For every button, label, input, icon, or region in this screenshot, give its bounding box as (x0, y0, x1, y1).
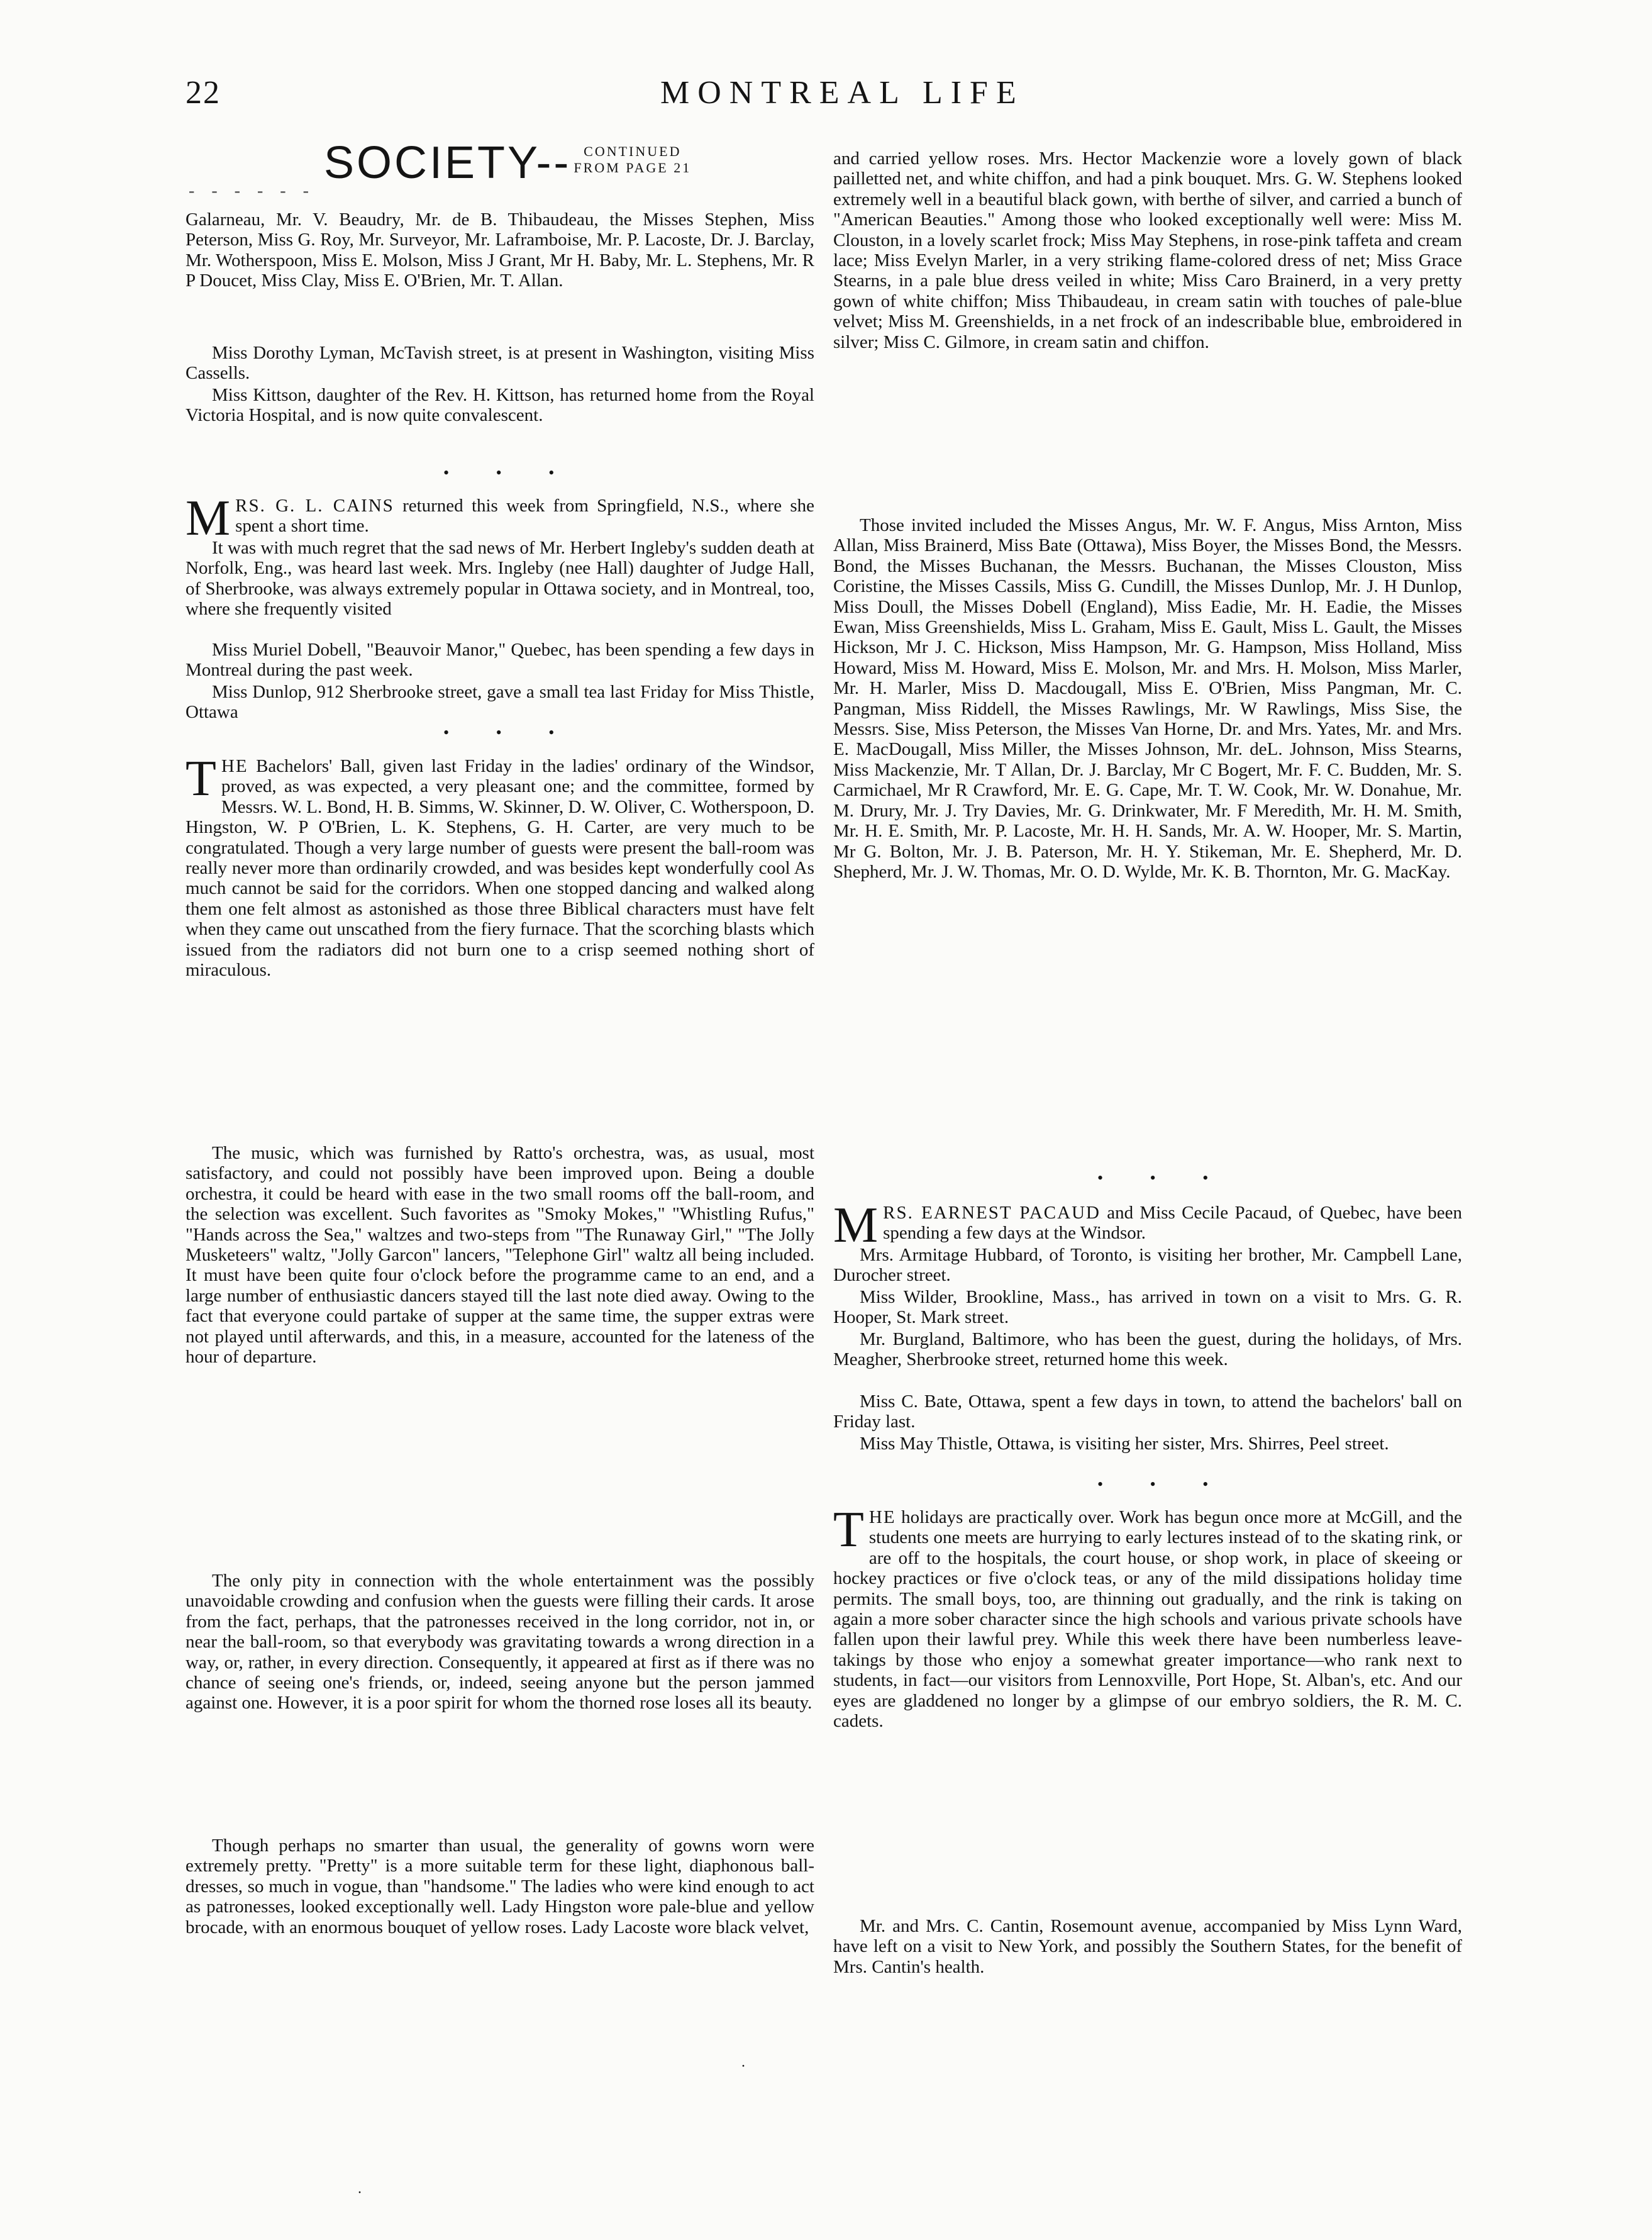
print-speck: · (357, 2185, 362, 2201)
paragraph-holidays (833, 1502, 1462, 1732)
paragraph-thistle: Miss May Thistle, Ottawa, is visiting her sister, Mrs. Shirres, Peel street. (860, 1434, 1389, 1454)
lead-words: HE (868, 1507, 896, 1527)
drop-cap: M (186, 491, 231, 546)
paragraph-bate: Miss C. Bate, Ottawa, spent a few days in town, to attend the bachelors' ball on Friday last. (833, 1391, 1462, 1432)
paragraph-hubbard: Mrs. Armitage Hubbard, of Toronto, is visiting her brother, Mr. Campbell Lane, Durocher street. (833, 1245, 1462, 1286)
paragraph-crowding: The only pity in connection with the whole entertainment was the possibly unavoidable crowding and confusion when the guests were filling their cards. It arose from the fact, perhaps, that the patronesses received in the long corridor, not in, or near the ball-room, so that everybody was gravitating towards a wrong direction in a way, or, rather, in every direction. Consequently, it appeared at first as if there was no chance of seeing one's friends, or, indeed, seeing anyone but the person jammed against one. However, it is a poor spirit for whom the thorned rose loses all its beauty. (186, 1571, 814, 1713)
separator-2: • • • (443, 723, 576, 742)
lead-words: RS. G. L. CAINS (235, 496, 394, 516)
paragraph-text: holidays are practically over. Work has begun once more at McGill, and the students one meets are hurrying to early lectures instead of to the skating rink, or are off to the hospitals, the court house, or shop work, in place of skeeing or hockey practices or five o'clock teas, or any of the mild dissipations holiday time permits. The small boys, too, are thinning out gradually, and the rink is taking on again a more sober character since the high schools and various private schools have fallen upon their lawful prey. While this week there have been numberless leave-takings by those who enjoy a somewhat greater importance—who rank next to students, in fact—our visitors from Lennoxville, Port Hope, St. Alban's, etc. And our eyes are gladdened no longer by a glimpse of our embryo soldiers, the R. M. C. cadets. (833, 1507, 1462, 1732)
drop-cap: T (833, 1502, 864, 1557)
paragraph-text: Bachelors' Ball, given last Friday in the ladies' ordinary of the Windsor, proved, as was expected, a very pleasant one; and the committee, formed by Messrs. W. L. Bond, H. B. Simms, W. Skinner, D. W. Oliver, C. Wotherspoon, D. Hingston, W. P O'Brien, L. K. Stephens, G. H. Carter, are very much to be congratulated. Though a very large number of guests were present the ball-room was really never more than ordinarily crowded, and was besides kept wonderfully cool As much cannot be said for the corridors. When one stopped dancing and walked along them one felt almost as astonished as those three Biblical characters must have felt when they came out unscathed from the fiery furnace. That the scorching blasts which issued from the radiators did not burn one to a crisp seemed nothing short of miraculous. (186, 756, 814, 981)
drop-cap: T (186, 751, 216, 806)
paragraph-invited-list: Those invited included the Misses Angus, Mr. W. F. Angus, Miss Arnton, Miss Allan, Miss Brainerd, Miss Bate (Ottawa), Miss Boyer, the Misses Bond, the Messrs. Bond, the Misses Buchanan, the Messrs. Buchanan, the Misses Clouston, Miss Coristine, the Misses Cassils, Miss G. Cundill, the Misses Dunlop, Mr. J. H Dunlop, Miss Doull, the Misses Dobell (England), Miss Eadie, Mr. H. Eadie, the Misses Ewan, Miss Greenshields, Miss L. Graham, Miss E. Gault, Miss L. Gault, the Misses Hickson, Mr J. C. Hickson, Miss Hampson, Mr. G. Hampson, Miss Holland, Miss Howard, Miss M. Howard, Miss E. Molson, Mr. and Mrs. H. Molson, Miss Marler, Mr. H. Marler, Miss D. Macdougall, Miss E. O'Brien, Miss Pangman, Mr. C. Pangman, Miss Riddell, the Misses Rawlings, Mr. W Rawlings, Miss Sise, the Messrs. Sise, Miss Peterson, the Misses Van Horne, Dr. and Mrs. Yates, Mr. and Mrs. E. MacDougall, Miss Miller, the Misses Johnson, Mr. deL. Johnson, Miss Stearns, Miss Mackenzie, Mr. T Allan, Dr. J. Barclay, Mr C Bogert, Mr. F. C. Budden, Mr. S. Carmichael, Mr R Crawford, Mr. E. G. Cape, Mr. T. W. Cook, Mr. W. Donahue, Mr. M. Drury, Mr. J. Try Davies, Mr. G. Drinkwater, Mr. F Meredith, Mr. H. M. Smith, Mr. H. E. Smith, Mr. P. Lacoste, Mr. H. H. Sands, Mr. A. W. Hooper, Mr. S. Martin, Mr G. Bolton, Mr. J. B. Paterson, Mr. H. Y. Stikeman, Mr. E. Shepherd, Mr. D. Shepherd, Mr. J. W. Thomas, Mr. O. D. Wylde, Mr. K. B. Thornton, Mr. G. MacKay. (833, 515, 1462, 882)
paragraph-ingleby: It was with much regret that the sad news of Mr. Herbert Ingleby's sudden death at Norfolk, Eng., was heard last week. Mrs. Ingleby (nee Hall) daughter of Judge Hall, of Sherbrooke, was always extremely popular in Ottawa society, and in Montreal, too, where she frequently visited (186, 538, 814, 620)
paragraph-cains (186, 491, 814, 546)
paragraph-cantin: Mr. and Mrs. C. Cantin, Rosemount avenue, accompanied by Miss Lynn Ward, have left on a visit to New York, and possibly the Southern States, for the benefit of Mrs. Cantin's health. (833, 1916, 1462, 1977)
paragraph-gowns-continued: and carried yellow roses. Mrs. Hector Mackenzie wore a lovely gown of black pailletted net, and white chiffon, and had a pink bouquet. Mrs. G. W. Stephens looked extremely well in a beautiful black gown, with berthe of silver, and carried a bunch of "American Beauties." Among those who looked exceptionally well were: Miss M. Clouston, in a lovely scarlet frock; Miss May Stephens, in rose-pink taffeta and cream lace; Miss Evelyn Marler, in a very striking flame-colored dress of net; Miss Grace Stearns, in a pale blue dress veiled in white; Miss Caro Brainerd, in a very pretty gown of white chiffon; Miss Thibaudeau, in cream satin with touches of pale-blue velvet; Miss M. Greenshields, in a net frock of an indescribable blue, embroidered in silver; Miss C. Gilmore, in cream satin and chiffon. (833, 148, 1462, 352)
paragraph-dunlop: Miss Dunlop, 912 Sherbrooke street, gave a small tea last Friday for Miss Thistle, Ottawa (186, 682, 814, 723)
drop-cap: M (833, 1198, 879, 1253)
paragraph-dobell: Miss Muriel Dobell, "Beauvoir Manor," Quebec, has been spending a few days in Montreal during the past week. (186, 640, 814, 681)
separator-3: • • • (1097, 1169, 1230, 1187)
paragraph-guest-list-continued: Galarneau, Mr. V. Beaudry, Mr. de B. Thibaudeau, the Misses Stephen, Miss Peterson, Miss G. Roy, Mr. Surveyor, Mr. Laframboise, Mr. P. Lacoste, Dr. J. Barclay, Mr. Wotherspoon, Miss E. Molson, Miss J Grant, Mr H. Baby, Mr. L. Stephens, Mr. R P Doucet, Miss Clay, Miss E. O'Brien, Mr. T. Allan. (186, 209, 814, 291)
page-number: 22 (186, 75, 221, 111)
section-heading (324, 137, 814, 187)
section-title: SOCIETY-- (324, 138, 572, 188)
paragraph-text: returned this week from Springfield, N.S., where she spent a short time. (235, 496, 814, 537)
continued-line-1: CONTINUED (584, 143, 682, 159)
separator-1: • • • (443, 464, 576, 482)
running-head: MONTREAL LIFE (660, 75, 1024, 111)
print-speck: · (741, 2058, 746, 2075)
paragraph-gowns: Though perhaps no smarter than usual, the generality of gowns worn were extremely pretty. "Pretty" is a more suitable term for these light, diaphonous ball-dresses, so much in vogue, than "handsome." The ladies who were kind enough to act as patronesses, looked exceptionally well. Lady Hingston wore pale-blue and yellow brocade, with an enormous bouquet of yellow roses. Lady Lacoste wore black velvet, (186, 1836, 814, 1937)
ornamental-dashes: - - - - - - (189, 181, 315, 201)
paragraph-pacaud (833, 1198, 1462, 1253)
paragraph-burgland: Mr. Burgland, Baltimore, who has been the guest, during the holidays, of Mrs. Meagher, Sherbrooke street, returned home this week. (833, 1329, 1462, 1370)
separator-4: • • • (1097, 1475, 1230, 1493)
section-continued-note (574, 143, 691, 176)
paragraph-music: The music, which was furnished by Ratto's orchestra, was, as usual, most satisfactory, and could not possibly have been improved upon. Being a double orchestra, it could be heard with ease in the two small rooms off the ball-room, and the selection was excellent. Such favorites as "Smoky Mokes," "Whistling Rufus," "Hands across the Sea," waltzes and two-steps from "The Runaway Girl," "The Jolly Musketeers" waltz, "Jolly Garcon" lancers, "Telephone Girl" waltz all being included. It must have been quite four o'clock before the programme came to an end, and a large number of enthusiastic dancers stayed till the last note died away. Owing to the fact that everyone could partake of supper at the same time, the supper extras were not played until afterwards, and this, in a measure, accounted for the lateness of the hour of departure. (186, 1143, 814, 1368)
continued-line-2: FROM PAGE 21 (574, 160, 692, 176)
paragraph-bachelors-ball (186, 751, 814, 981)
lead-words: RS. EARNEST PACAUD (883, 1203, 1100, 1223)
paragraph-wilder: Miss Wilder, Brookline, Mass., has arrived in town on a visit to Mrs. G. R. Hooper, St. Mark street. (833, 1287, 1462, 1328)
lead-words: HE (221, 756, 248, 776)
paragraph-text: and Miss Cecile Pacaud, of Quebec, have been spending a few days at the Windsor. (883, 1203, 1462, 1244)
paragraph-kittson: Miss Kittson, daughter of the Rev. H. Kittson, has returned home from the Royal Victoria Hospital, and is now quite convalescent. (186, 385, 814, 426)
paragraph-lyman: Miss Dorothy Lyman, McTavish street, is at present in Washington, visiting Miss Cassells. (186, 343, 814, 384)
